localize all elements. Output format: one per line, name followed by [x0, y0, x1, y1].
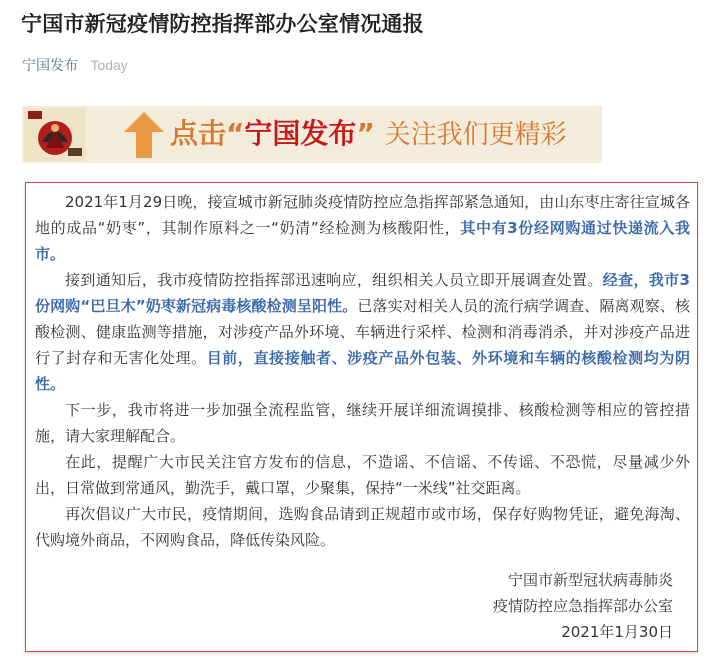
banner-follow-text: 关注我们更精彩: [384, 120, 567, 150]
paragraph-2-text-b: 已落实对相关人员的流行病学调查、隔离观察、核酸检测、健康监测等措施，对涉疫产品外环境、车辆进行采样、检测和消毒消杀，并对涉疫产品进行了封存和无害化处理。: [35, 297, 690, 367]
paragraph-2-text-a: 接到通知后，我市疫情防控指挥部迅速响应，组织相关人员立即开展调查处置。: [65, 271, 603, 289]
banner-quote-close: ”: [356, 117, 375, 150]
signature-org-line-1: 宁国市新型冠状病毒肺炎: [507, 571, 673, 589]
paragraph-3: 下一步，我市将进一步加强全流程监管，继续开展详细流调摸排、核酸检测等相应的管控措施，请大家理解配合。: [35, 401, 690, 445]
notice-box: [25, 182, 698, 652]
county-emblem-icon: [24, 108, 86, 161]
signature-org-line-2: 疫情防控应急指挥部办公室: [492, 597, 673, 615]
paragraph-4: 在此，提醒广大市民关注官方发布的信息，不造谣、不信谣、不传谣、不恐慌，尽量减少外出，日常做到常通风，勤洗手，戴口罩，少聚集，保持“一米线”社交距离。: [35, 453, 690, 497]
signature-block: [493, 567, 673, 645]
banner-account-name: 宁国发布: [244, 117, 357, 150]
banner-text: [170, 114, 567, 155]
account-name-link[interactable]: 宁国发布: [22, 58, 78, 74]
paragraph-1-highlight: 其中有3份经网购通过快递流入我市。: [35, 219, 690, 263]
paragraph-2-highlight-b: 目前，直接接触者、涉疫产品外包装、外环境和车辆的核酸检测均为阴性。: [35, 349, 690, 393]
article-title: 宁国市新冠疫情防控指挥部办公室情况通报: [21, 12, 424, 36]
paragraph-1: [35, 189, 690, 267]
paragraph-5: 再次倡议广大市民，疫情期间，选购食品请到正规超市或市场，保存好购物凭证，避免海淘、代购境外商品，不网购食品，降低传染风险。: [35, 505, 690, 549]
up-arrow-icon: [122, 110, 166, 160]
paragraph-2-highlight-a: 经查，我市3份网购“巴旦木”奶枣新冠病毒核酸检测呈阳性。: [35, 271, 690, 315]
banner-click-text: 点击: [170, 117, 227, 150]
signature-date: 2021年1月30日: [561, 623, 673, 641]
follow-banner[interactable]: [22, 106, 602, 163]
banner-quote-open: “: [226, 117, 245, 150]
paragraph-1-text: 2021年1月29日晚，接宣城市新冠肺炎疫情防控应急指挥部紧急通知，由山东枣庄寄往宣城各地的成品“奶枣”，其制作原料之一“奶清”经检测为核酸阳性，: [35, 193, 690, 237]
notice-body: [35, 189, 690, 553]
publish-date: Today: [90, 57, 128, 73]
paragraph-2: [35, 267, 690, 397]
article-meta: [22, 55, 128, 76]
